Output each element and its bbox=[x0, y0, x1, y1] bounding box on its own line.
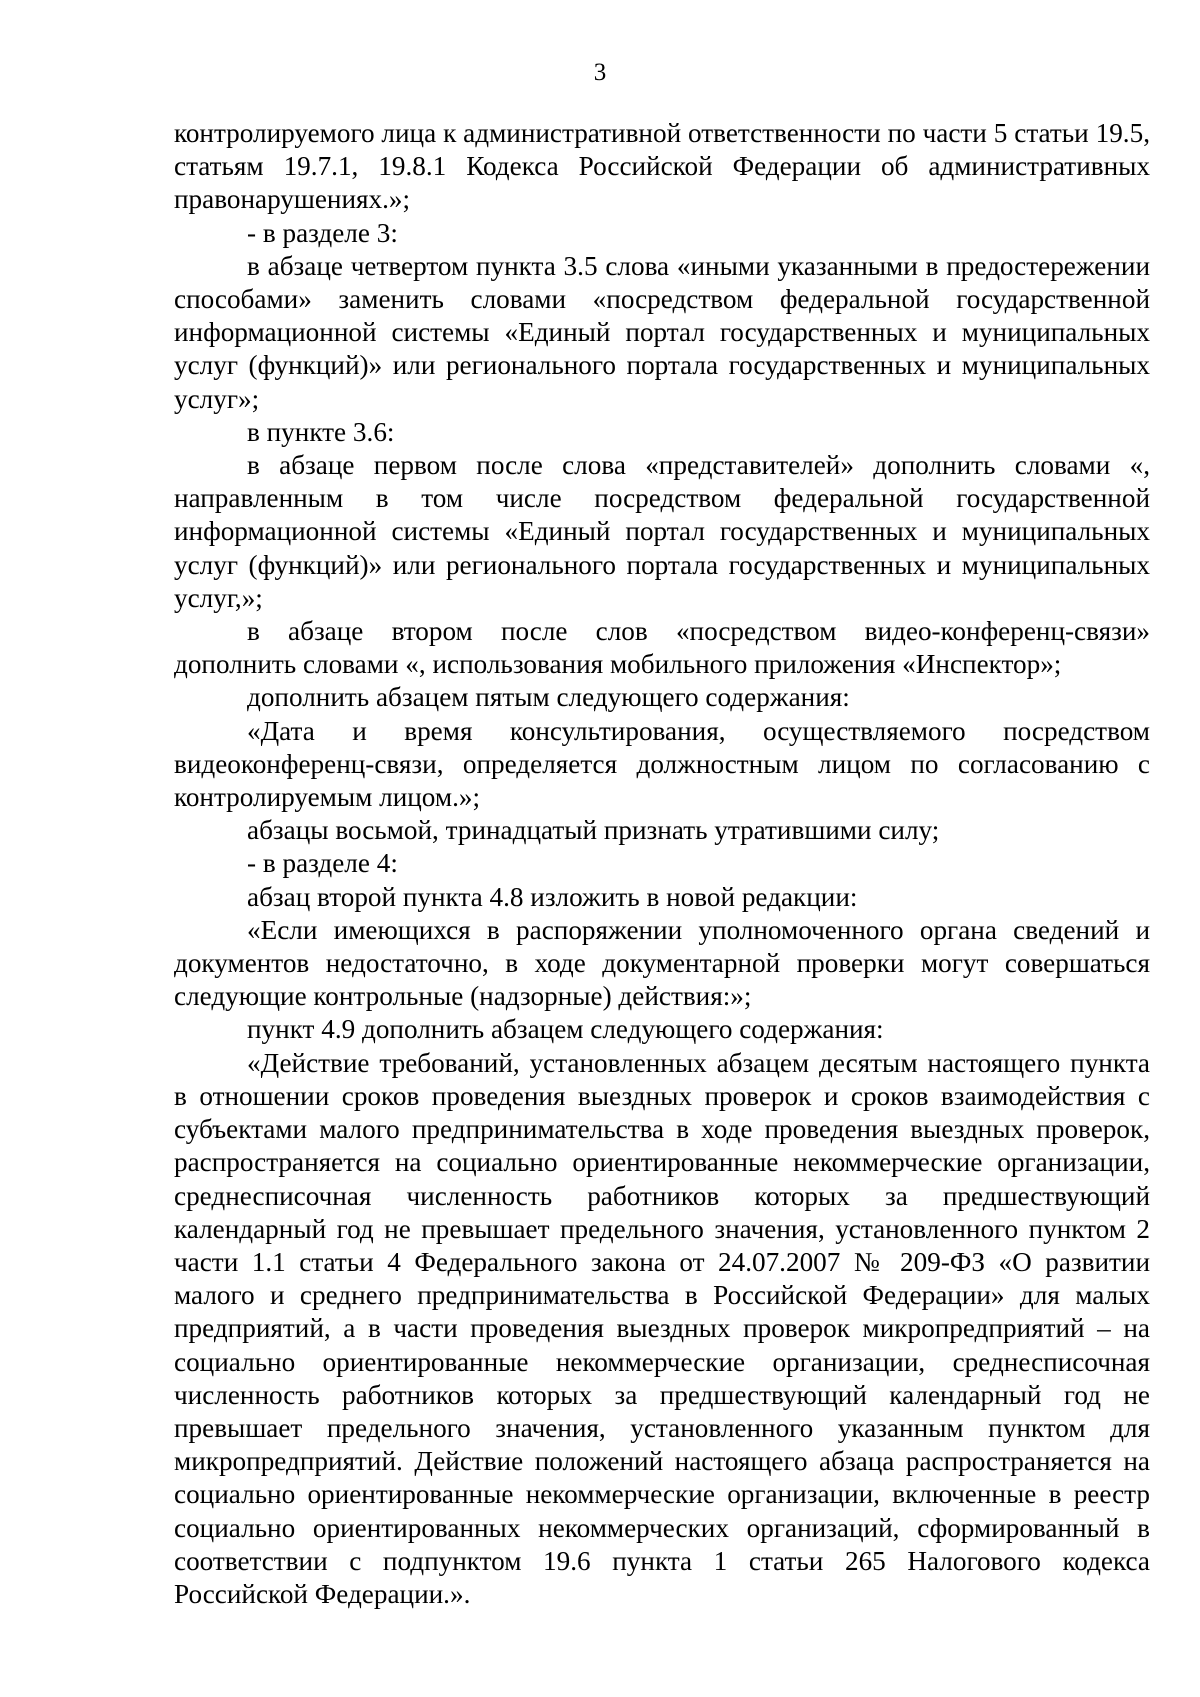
paragraph-point-3-5: в абзаце четвертом пункта 3.5 слова «иными указанными в предостережении способами» заменить словами «посредством федеральной государственной информационной системы «Единый портал государственных и муниципальных услуг (функций)» или регионального портала государственных и муниципальных услуг»; bbox=[174, 250, 1150, 414]
paragraph-section-3-heading: - в разделе 3: bbox=[247, 217, 398, 248]
paragraph-point-3-6-heading: в пункте 3.6: bbox=[247, 416, 395, 447]
paragraph-point-4-8-quote: «Если имеющихся в распоряжении уполномоченного органа сведений и документов недостаточно, в ходе документарной проверки могут совершаться следующие контрольные (надзорные) действия:»; bbox=[174, 914, 1150, 1012]
paragraph-point-4-9-quote: «Действие требований, установленных абзацем десятым настоящего пункта в отношении сроков проведения выездных проверок и сроков взаимодействия с субъектами малого предпринимательства в ходе проведения выездных проверок, распространяется на социально ориентированные некоммерческие организации, среднесписочная численность работников которых за предшествующий календарный год не превышает предельного значения, установленного пунктом 2 части 1.1 статьи 4 Федерального закона от 24.07.2007 № 209-ФЗ «О развитии малого и среднего предпринимательства в Российской Федерации» для малых предприятий, а в части проведения выездных проверок микропредприятий – на социально ориентированные некоммерческие организации, среднесписочная численность работников которых за предшествующий календарный год не превышает предельного значения, установленного указанным пунктом для микропредприятий. Действие положений настоящего абзаца распространяется на социально ориентированные некоммерческие организации, включенные в реестр социально ориентированных некоммерческих организаций, сформированный в соответствии с подпунктом 19.6 пункта 1 статьи 265 Налогового кодекса Российской Федерации.». bbox=[174, 1047, 1150, 1609]
paragraph-repeal: абзацы восьмой, тринадцатый признать утратившими силу; bbox=[247, 815, 940, 846]
paragraph-point-4-9-heading: пункт 4.9 дополнить абзацем следующего содержания: bbox=[247, 1014, 884, 1045]
paragraph-section-4-heading: - в разделе 4: bbox=[247, 848, 398, 879]
paragraph-point-3-6-first: в абзаце первом после слова «представителей» дополнить словами «, направленным в том числе посредством федеральной государственной информационной системы «Единый портал государственных и муниципальных услуг (функций)» или регионального портала государственных и муниципальных услуг,»; bbox=[174, 450, 1150, 613]
page-number: 3 bbox=[593, 59, 607, 86]
paragraph-point-4-8-heading: абзац второй пункта 4.8 изложить в новой редакции: bbox=[247, 881, 858, 912]
document-body bbox=[174, 117, 1150, 1611]
paragraph-continuation: контролируемого лица к административной ответственности по части 5 статьи 19.5, статьям 19.7.1, 19.8.1 Кодекса Российской Федерации об административных правонарушениях.»; bbox=[174, 118, 1150, 215]
paragraph-add-fifth: дополнить абзацем пятым следующего содержания: bbox=[247, 682, 850, 713]
paragraph-consultation-quote: «Дата и время консультирования, осуществляемого посредством видеоконференц-связи, определяется должностным лицом по согласованию с контролируемым лицом.»; bbox=[174, 715, 1150, 813]
paragraph-point-3-6-second: в абзаце втором после слов «посредством видео-конференц-связи» дополнить словами «, использования мобильного приложения «Инспектор»; bbox=[174, 616, 1150, 680]
